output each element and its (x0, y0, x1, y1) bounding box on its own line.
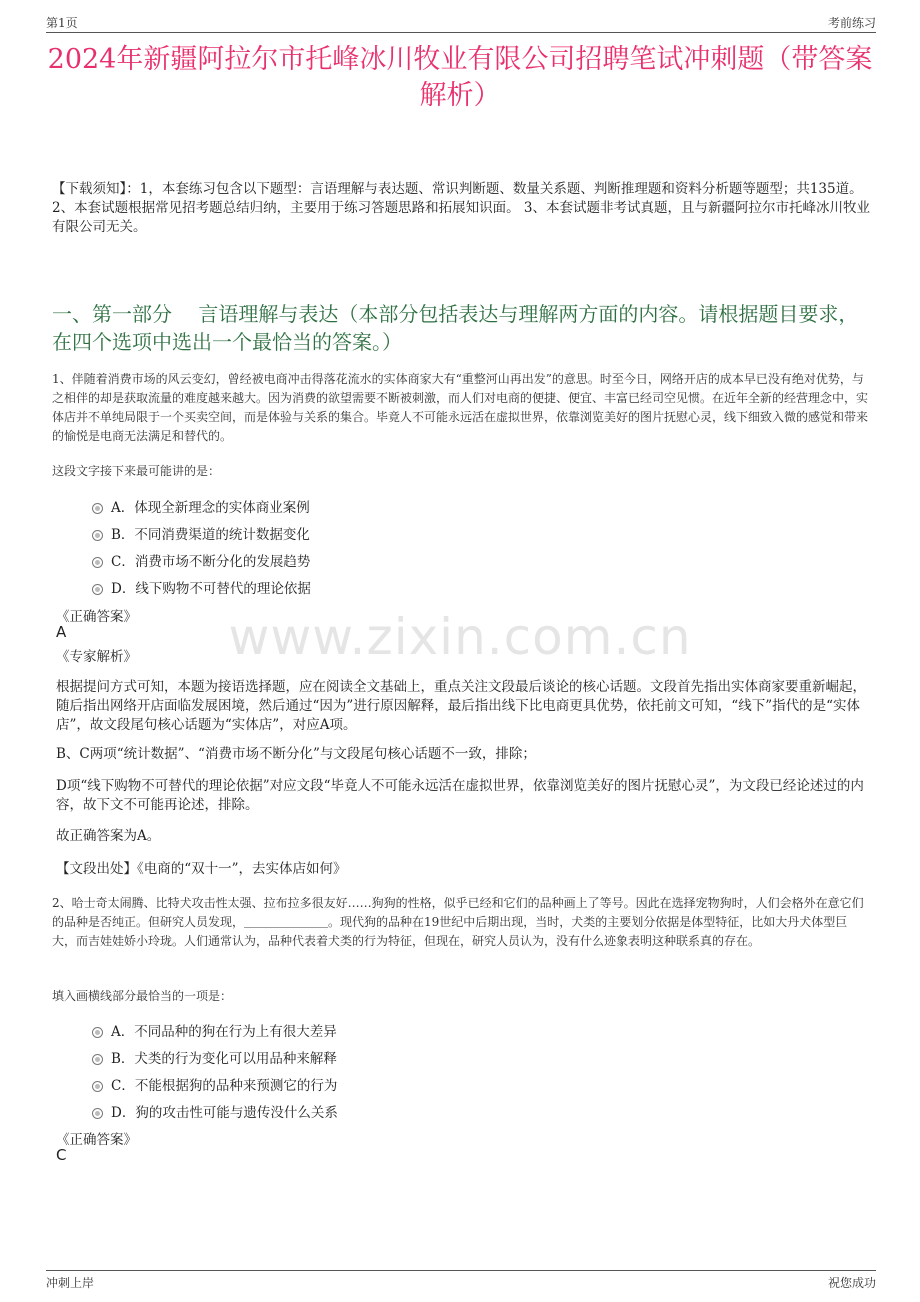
option-d[interactable]: D．线下购物不可替代的理论依据 (92, 573, 311, 600)
radio-icon[interactable] (92, 1081, 103, 1092)
section-heading: 一、第一部分 言语理解与表达（本部分包括表达与理解两方面的内容。请根据题目要求，在四个选项中选出一个最恰当的答案。） (52, 302, 859, 354)
radio-icon[interactable] (92, 557, 103, 568)
footer-right: 祝您成功 (827, 1276, 876, 1290)
analysis-paragraph: 根据提问方式可知，本题为接语选择题，应在阅读全文基础上，重点关注文段最后谈论的核心话题。文段首先指出实体商家要重新崛起，随后指出网络开店面临发展困境，然后通过“因为”进行原因解释，最后指出线下比电商更具优势，依托前文可知，“线下”指代的是“实体店”，故文段尾句核心话题为“实体店”，对应A项。 (56, 679, 866, 733)
question-1-text: 1、伴随着消费市场的风云变幻，曾经被电商冲击得落花流水的实体商家大有“重整河山再出发”的意思。时至今日，网络开店的成本早已没有绝对优势，与之相伴的却是获取流量的难度越来越大。因为消费的欲望需要不断被刺激，而人们对电商的便捷、便宜、丰富已经司空见惯。在近年全新的经营理念中，实体店并不单纯局限于一个买卖空间，而是体验与关系的集合。毕竟人不可能永远活在虚拟世界，依靠浏览美好的图片抚慰心灵，线下细致入微的感觉和带来的愉悦是电商无法满足和替代的。 (52, 372, 869, 443)
radio-icon[interactable] (92, 584, 103, 595)
question-2-options (92, 1016, 338, 1124)
page-number: 第1页 (46, 16, 78, 30)
radio-icon[interactable] (92, 1108, 103, 1119)
answer-value: C (56, 1146, 67, 1164)
question-2-prompt: 填入画横线部分最恰当的一项是： (52, 989, 233, 1003)
question-1-options (92, 492, 311, 600)
radio-icon[interactable] (92, 503, 103, 514)
radio-icon[interactable] (92, 530, 103, 541)
analysis-conclusion: 故正确答案为A。 (56, 828, 161, 844)
source-citation: 【文段出处】《电商的“双十一”，去实体店如何》 (56, 861, 347, 877)
radio-icon[interactable] (92, 1027, 103, 1038)
question-2-text: 2、哈士奇太闹腾、比特犬攻击性太强、拉布拉多很友好……狗狗的性格，似乎已经和它们的品种画上了等号。因此在选择宠物狗时，人们会格外在意它们的品种是否纯正。但研究人员发现，＿＿＿＿＿＿＿。现代狗的品种在19世纪中后期出现，当时，犬类的主要划分依据是体型特征，比如大丹犬体型巨大，而吉娃娃娇小玲珑。人们通常认为，品种代表着犬类的行为特征，但现在，研究人员认为，没有什么迹象表明这种联系真的存在。 (52, 896, 864, 948)
option-b[interactable]: B．犬类的行为变化可以用品种来解释 (92, 1043, 338, 1070)
document-title: 2024年新疆阿拉尔市托峰冰川牧业有限公司招聘笔试冲刺题（带答案解析） (47, 44, 873, 111)
analysis-label: 《专家解析》 (56, 649, 137, 665)
option-c[interactable]: C．消费市场不断分化的发展趋势 (92, 546, 311, 573)
page-header (46, 12, 876, 33)
option-a[interactable]: A．体现全新理念的实体商业案例 (92, 492, 311, 519)
option-d[interactable]: D．狗的攻击性可能与遗传没什么关系 (92, 1097, 338, 1124)
option-c[interactable]: C．不能根据狗的品种来预测它的行为 (92, 1070, 338, 1097)
download-notice: 【下载须知】：1，本套练习包含以下题型：言语理解与表达题、常识判断题、数量关系题、判断推理题和资料分析题等题型；共135道。 2、本套试题根据常见招考题总结归纳，主要用于练习答题思路和拓展知识面。 3、本套试题非考试真题，且与新疆阿拉尔市托峰冰川牧业有限公司无关。 (52, 181, 870, 235)
header-tag: 考前练习 (827, 16, 876, 30)
question-1-prompt: 这段文字接下来最可能讲的是： (52, 464, 221, 478)
watermark: www.zixin.com.cn (228, 608, 692, 666)
analysis-paragraph: B、C两项“统计数据”、“消费市场不断分化”与文段尾句核心话题不一致，排除； (56, 746, 536, 762)
option-b[interactable]: B．不同消费渠道的统计数据变化 (92, 519, 311, 546)
page-footer (46, 1270, 876, 1291)
answer-label: 《正确答案》 (56, 1132, 137, 1148)
answer-value: A (56, 623, 67, 641)
option-a[interactable]: A．不同品种的狗在行为上有很大差异 (92, 1016, 338, 1043)
radio-icon[interactable] (92, 1054, 103, 1065)
answer-label: 《正确答案》 (56, 609, 137, 625)
footer-left: 冲刺上岸 (46, 1276, 95, 1290)
analysis-paragraph: D项“线下购物不可替代的理论依据”对应文段“毕竟人不可能永远活在虚拟世界，依靠浏览美好的图片抚慰心灵”，为文段已经论述过的内容，故下文不可能再论述，排除。 (56, 778, 864, 813)
